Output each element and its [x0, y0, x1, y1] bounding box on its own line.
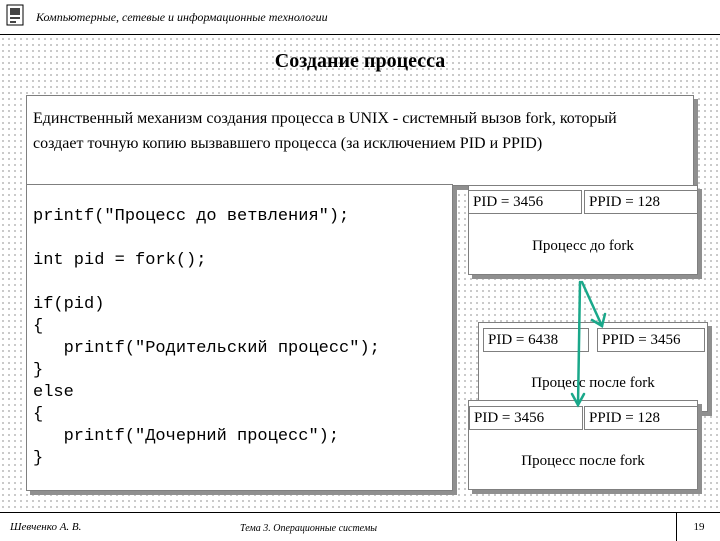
process-child-after-fork [468, 400, 698, 490]
process-before-fork [468, 185, 698, 275]
slide-title: Создание процесса [274, 50, 446, 72]
process-parent-ppid: PPID = 3456 [597, 328, 705, 352]
intro-line-1: Единственный механизм создания процесса в UNIX - системный вызов fork, который [33, 110, 617, 127]
code-line-printf-before: printf("Процесс до ветвления"); [33, 207, 350, 226]
code-line-fork: int pid = fork(); [33, 251, 207, 270]
process-child-ppid: PPID = 128 [584, 406, 698, 430]
process-before-ppid: PPID = 128 [584, 190, 698, 214]
process-child-caption: Процесс после fork [521, 453, 645, 469]
process-parent-after-fork [478, 322, 708, 412]
process-before-caption: Процесс до fork [532, 238, 634, 254]
logo-icon [6, 4, 24, 26]
code-line-if: if(pid) [33, 295, 105, 314]
code-line-close-brace-2: } [33, 449, 44, 468]
code-line-printf-child: printf("Дочерний процесс"); [33, 427, 340, 446]
process-child-pid: PID = 3456 [469, 406, 583, 430]
intro-box [26, 95, 694, 186]
code-line-open-brace-2: { [33, 405, 44, 424]
process-parent-pid: PID = 6438 [483, 328, 589, 352]
intro-line-2: создает точную копию вызвавшего процесса (за исключением PID и PPID) [33, 135, 543, 152]
footer-author: Шевченко А. В. [10, 521, 82, 533]
arrow-to-parent [582, 282, 605, 326]
process-before-pid: PID = 3456 [468, 190, 582, 214]
intro-text [33, 106, 689, 156]
code-line-close-brace: } [33, 361, 44, 380]
footer-topic: Тема 3. Операционные системы [240, 523, 378, 534]
header-bar [0, 0, 720, 35]
footer-bar [0, 512, 720, 541]
code-line-open-brace: { [33, 317, 44, 336]
process-parent-caption: Процесс после fork [531, 375, 655, 391]
header-text: Компьютерные, сетевые и информационные технологии [36, 10, 328, 24]
code-line-else: else [33, 383, 74, 402]
page-number: 19 [676, 513, 720, 541]
code-box [26, 184, 453, 491]
code-line-printf-parent: printf("Родительский процесс"); [33, 339, 380, 358]
